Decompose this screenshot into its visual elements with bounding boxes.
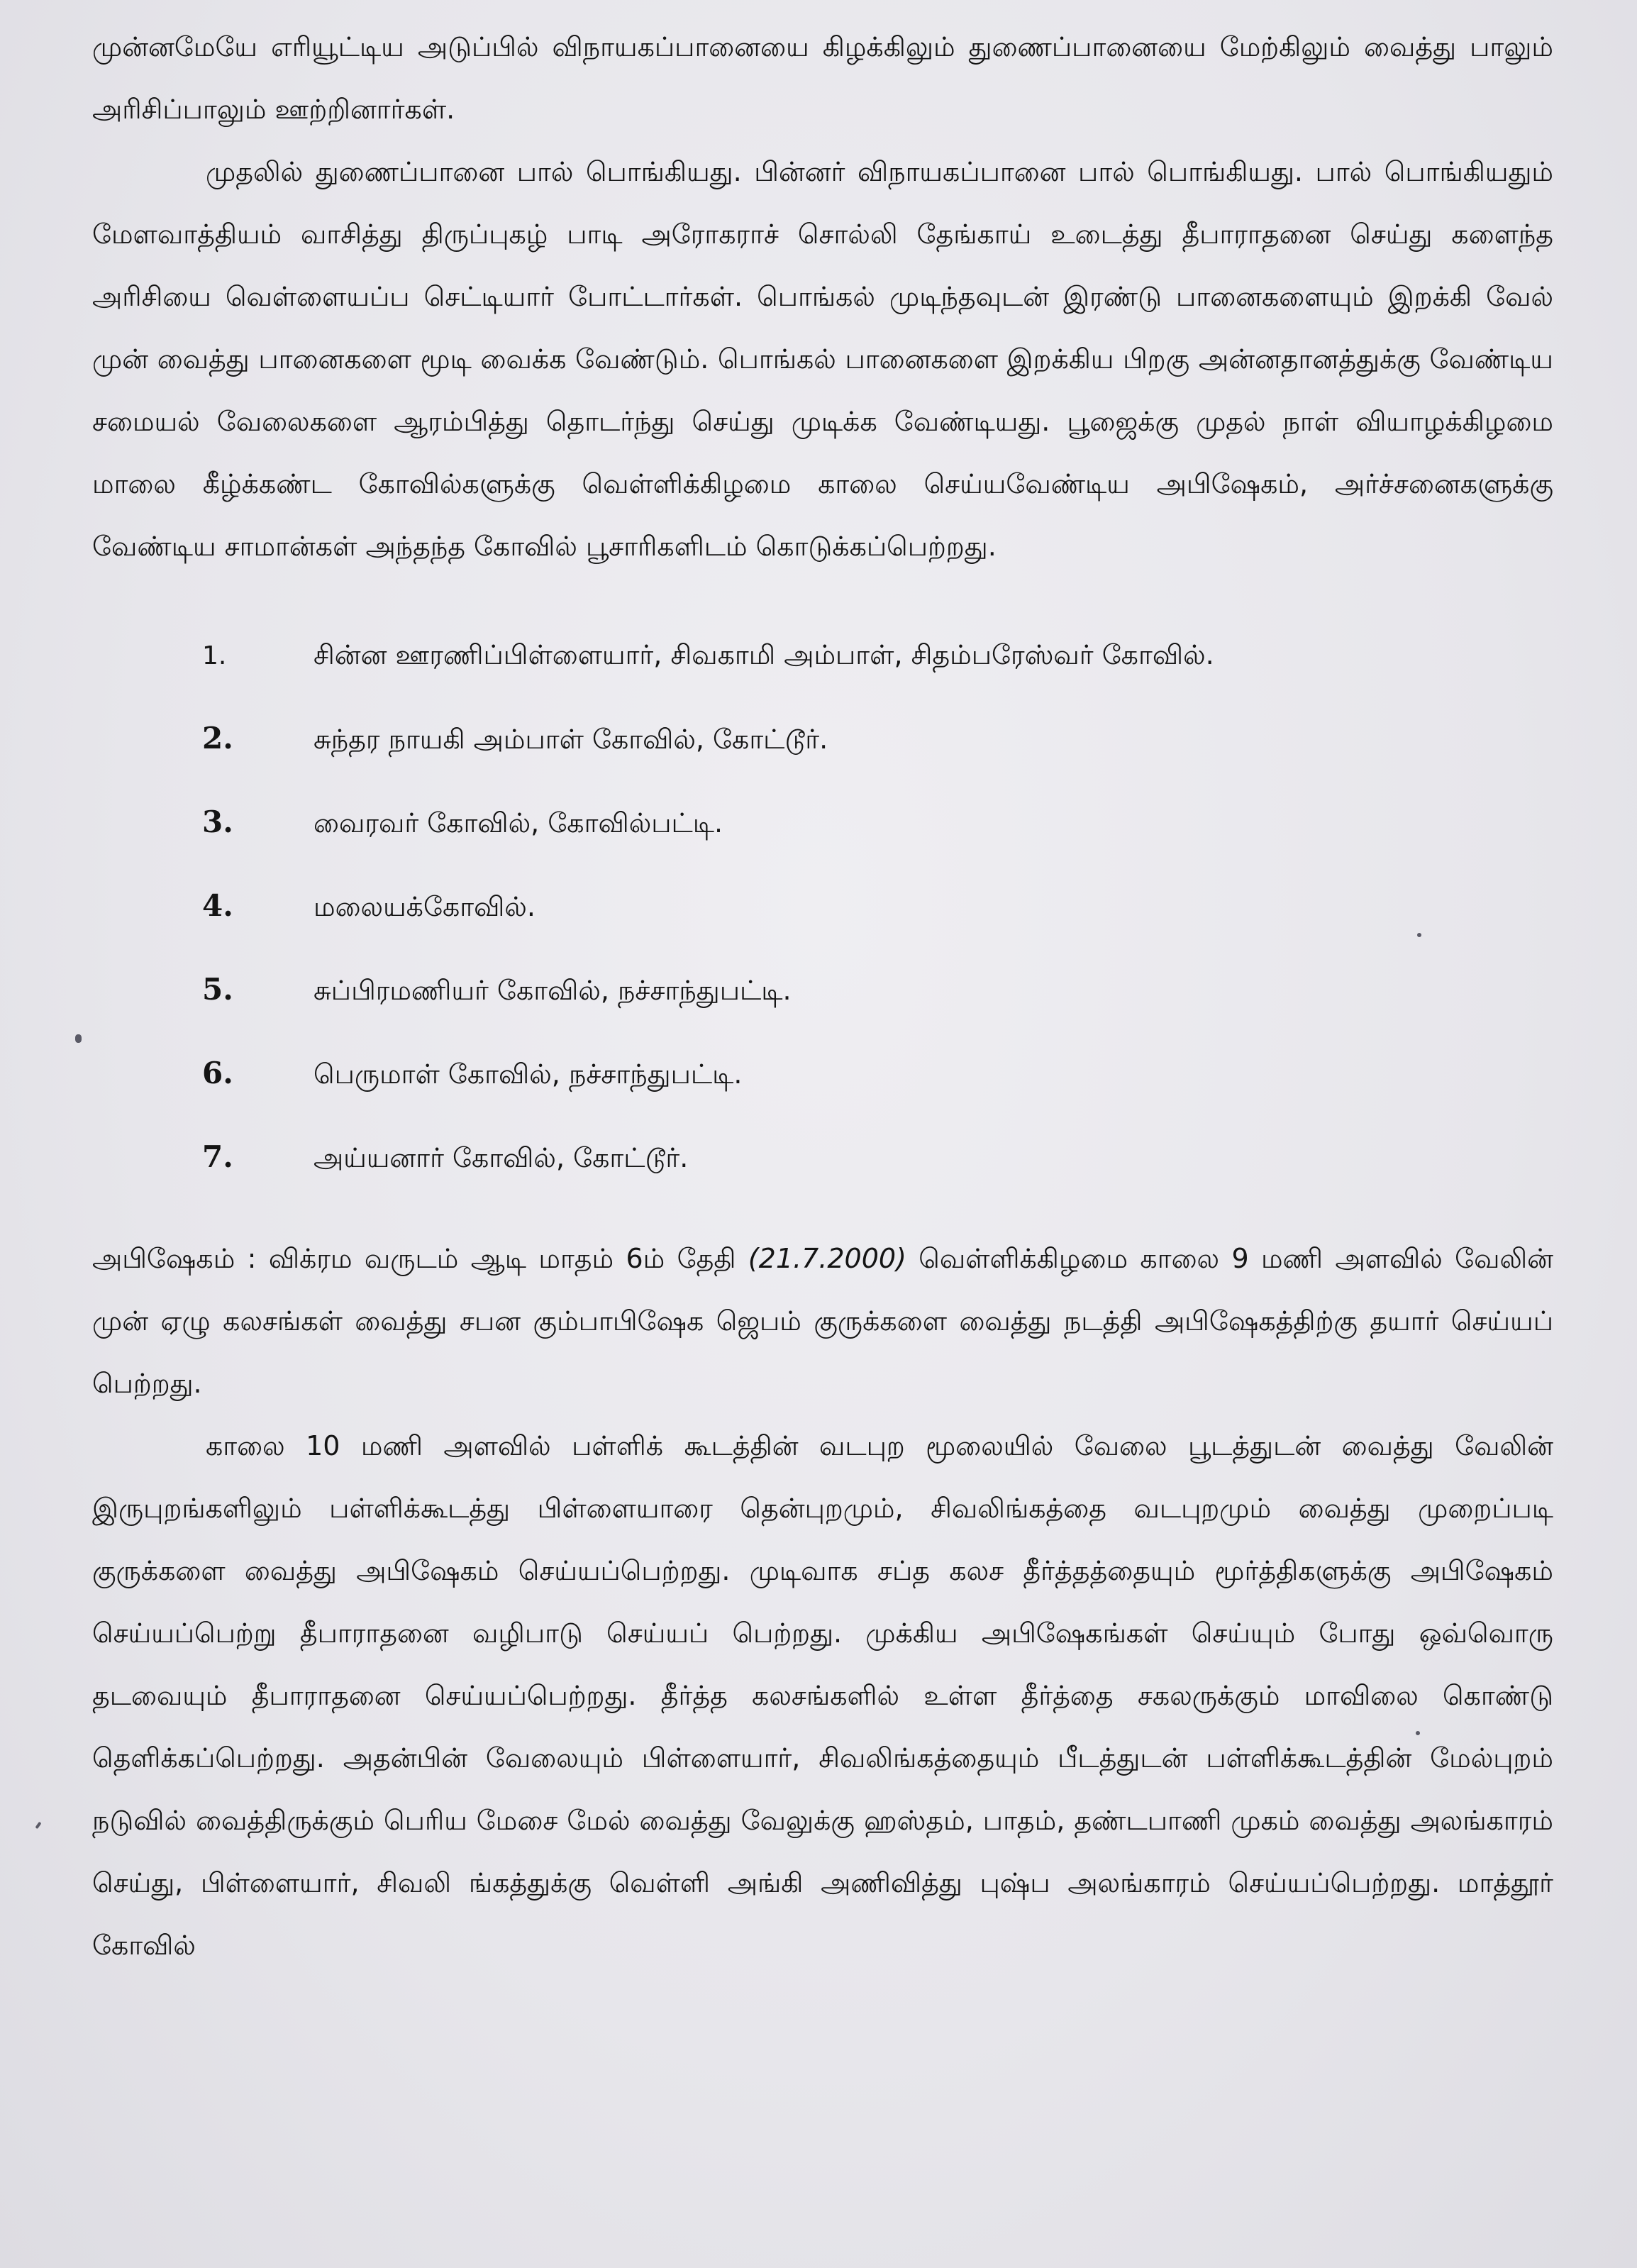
list-item-text: சுந்தர நாயகி அம்பாள் கோவில், கோட்டூர்.: [313, 724, 828, 755]
paragraph-abhishekam: [92, 1227, 1553, 1415]
list-item: [92, 948, 1553, 1031]
abhishekam-date: (21.7.2000): [748, 1243, 906, 1274]
abhishekam-text-a: விக்ரம வருடம் ஆடி மாதம் 6ம் தேதி: [256, 1243, 748, 1274]
list-item-text: அய்யனார் கோவில், கோட்டூர்.: [313, 1142, 689, 1173]
paragraph-1: முன்னமேயே எரியூட்டிய அடுப்பில் விநாயகப்பானையை கிழக்கிலும் துணைப்பானையை மேற்கிலும் வைத்து பாலும் அரிசிப்பாலும் ஊற்றினார்கள்.: [92, 31, 1553, 125]
list-item: [92, 1031, 1553, 1115]
scan-speck: [35, 1822, 41, 1829]
list-item: [92, 697, 1553, 780]
scan-speck: [1417, 933, 1421, 937]
list-item-number: 3.: [202, 804, 233, 839]
list-item: [92, 613, 1553, 697]
list-item-text: வைரவர் கோவில், கோவில்பட்டி.: [313, 807, 723, 839]
list-item-text: மலையக்கோவில்.: [313, 891, 536, 922]
abhishekam-label: அபிஷேகம் :: [92, 1243, 257, 1274]
list-item: [92, 780, 1553, 864]
list-item-number: 4.: [202, 888, 233, 923]
scan-speck: [75, 1034, 82, 1043]
paragraph-2: முதலில் துணைப்பானை பால் பொங்கியது. பின்னர் விநாயகப்பானை பால் பொங்கியது. பால் பொங்கியதும் மேளவாத்தியம் வாசித்து திருப்புகழ் பாடி அரோகராச் சொல்லி தேங்காய் உடைத்து தீபாராதனை செய்து களைந்த அரிசியை வெள்ளையப்ப செட்டியார் போட்டார்கள். பொங்கல் முடிந்தவுடன் இரண்டு பானைகளையும் இறக்கி வேல் முன் வைத்து பானைகளை மூடி வைக்க வேண்டும். பொங்கல் பானைகளை இறக்கிய பிறகு அன்னதானத்துக்கு வேண்டிய சமையல் வேலைகளை ஆரம்பித்து தொடர்ந்து செய்து முடிக்க வேண்டியது. பூஜைக்கு முதல் நாள் வியாழக்கிழமை மாலை கீழ்க்கண்ட கோவில்களுக்கு வெள்ளிக்கிழமை காலை செய்யவேண்டிய அபிஷேகம், அர்ச்சனைகளுக்கு வேண்டிய சாமான்கள் அந்தந்த கோவில் பூசாரிகளிடம் கொடுக்கப்பெற்றது.: [92, 156, 1553, 562]
list-item-number: 1.: [202, 641, 227, 670]
list-item: [92, 1115, 1553, 1199]
list-item-text: சுப்பிரமணியர் கோவில், நச்சாந்துபட்டி.: [313, 975, 792, 1006]
list-item-text: சின்ன ஊரணிப்பிள்ளையார், சிவகாமி அம்பாள், சிதம்பரேஸ்வர் கோவில்.: [313, 639, 1214, 670]
paragraph-4: காலை 10 மணி அளவில் பள்ளிக் கூடத்தின் வடபுற மூலையில் வேலை பூடத்துடன் வைத்து வேலின் இருபுறங்களிலும் பள்ளிக்கூடத்து பிள்ளையாரை தென்புறமும், சிவலிங்கத்தை வடபுறமும் வைத்து முறைப்படி குருக்களை வைத்து அபிஷேகம் செய்யப்பெற்றது. முடிவாக சப்த கலச தீர்த்தத்தையும் மூர்த்திகளுக்கு அபிஷேகம் செய்யப்பெற்று தீபாராதனை வழிபாடு செய்யப் பெற்றது. முக்கிய அபிஷேகங்கள் செய்யும் போது ஒவ்வொரு தடவையும் தீபாராதனை செய்யப்பெற்றது. தீர்த்த கலசங்களில் உள்ள தீர்த்தை சகலருக்கும் மாவிலை கொண்டு தெளிக்கப்பெற்றது. அதன்பின் வேலையும் பிள்ளையார், சிவலிங்கத்தையும் பீடத்துடன் பள்ளிக்கூடத்தின் மேல்புறம் நடுவில் வைத்திருக்கும் பெரிய மேசை மேல் வைத்து வேலுக்கு ஹஸ்தம், பாதம், தண்டபாணி முகம் வைத்து அலங்காரம் செய்து, பிள்ளையார், சிவலி ங்கத்துக்கு வெள்ளி அங்கி அணிவித்து புஷ்ப அலங்காரம் செய்யப்பெற்றது. மாத்தூர் கோவில்: [92, 1430, 1553, 1961]
list-item-number: 2.: [202, 721, 233, 756]
abhishekam-text-b: வெள்ளிக்கிழமை காலை 9 மணி அளவில் வேலின் முன் ஏழு கலசங்கள் வைத்து சபன கும்பாபிஷேக ஜெபம் குருக்களை வைத்து நடத்தி அபிஷேகத்திற்கு தயார் செய்யப் பெற்றது.: [92, 1243, 1553, 1399]
temple-list: [92, 613, 1553, 1199]
document-body: [92, 16, 1553, 1976]
scan-speck: [1416, 1731, 1420, 1735]
list-item: [92, 864, 1553, 948]
list-item-number: 5.: [202, 972, 233, 1007]
list-item-text: பெருமாள் கோவில், நச்சாந்துபட்டி.: [313, 1058, 743, 1090]
list-item-number: 7.: [202, 1139, 233, 1174]
list-item-number: 6.: [202, 1056, 233, 1090]
